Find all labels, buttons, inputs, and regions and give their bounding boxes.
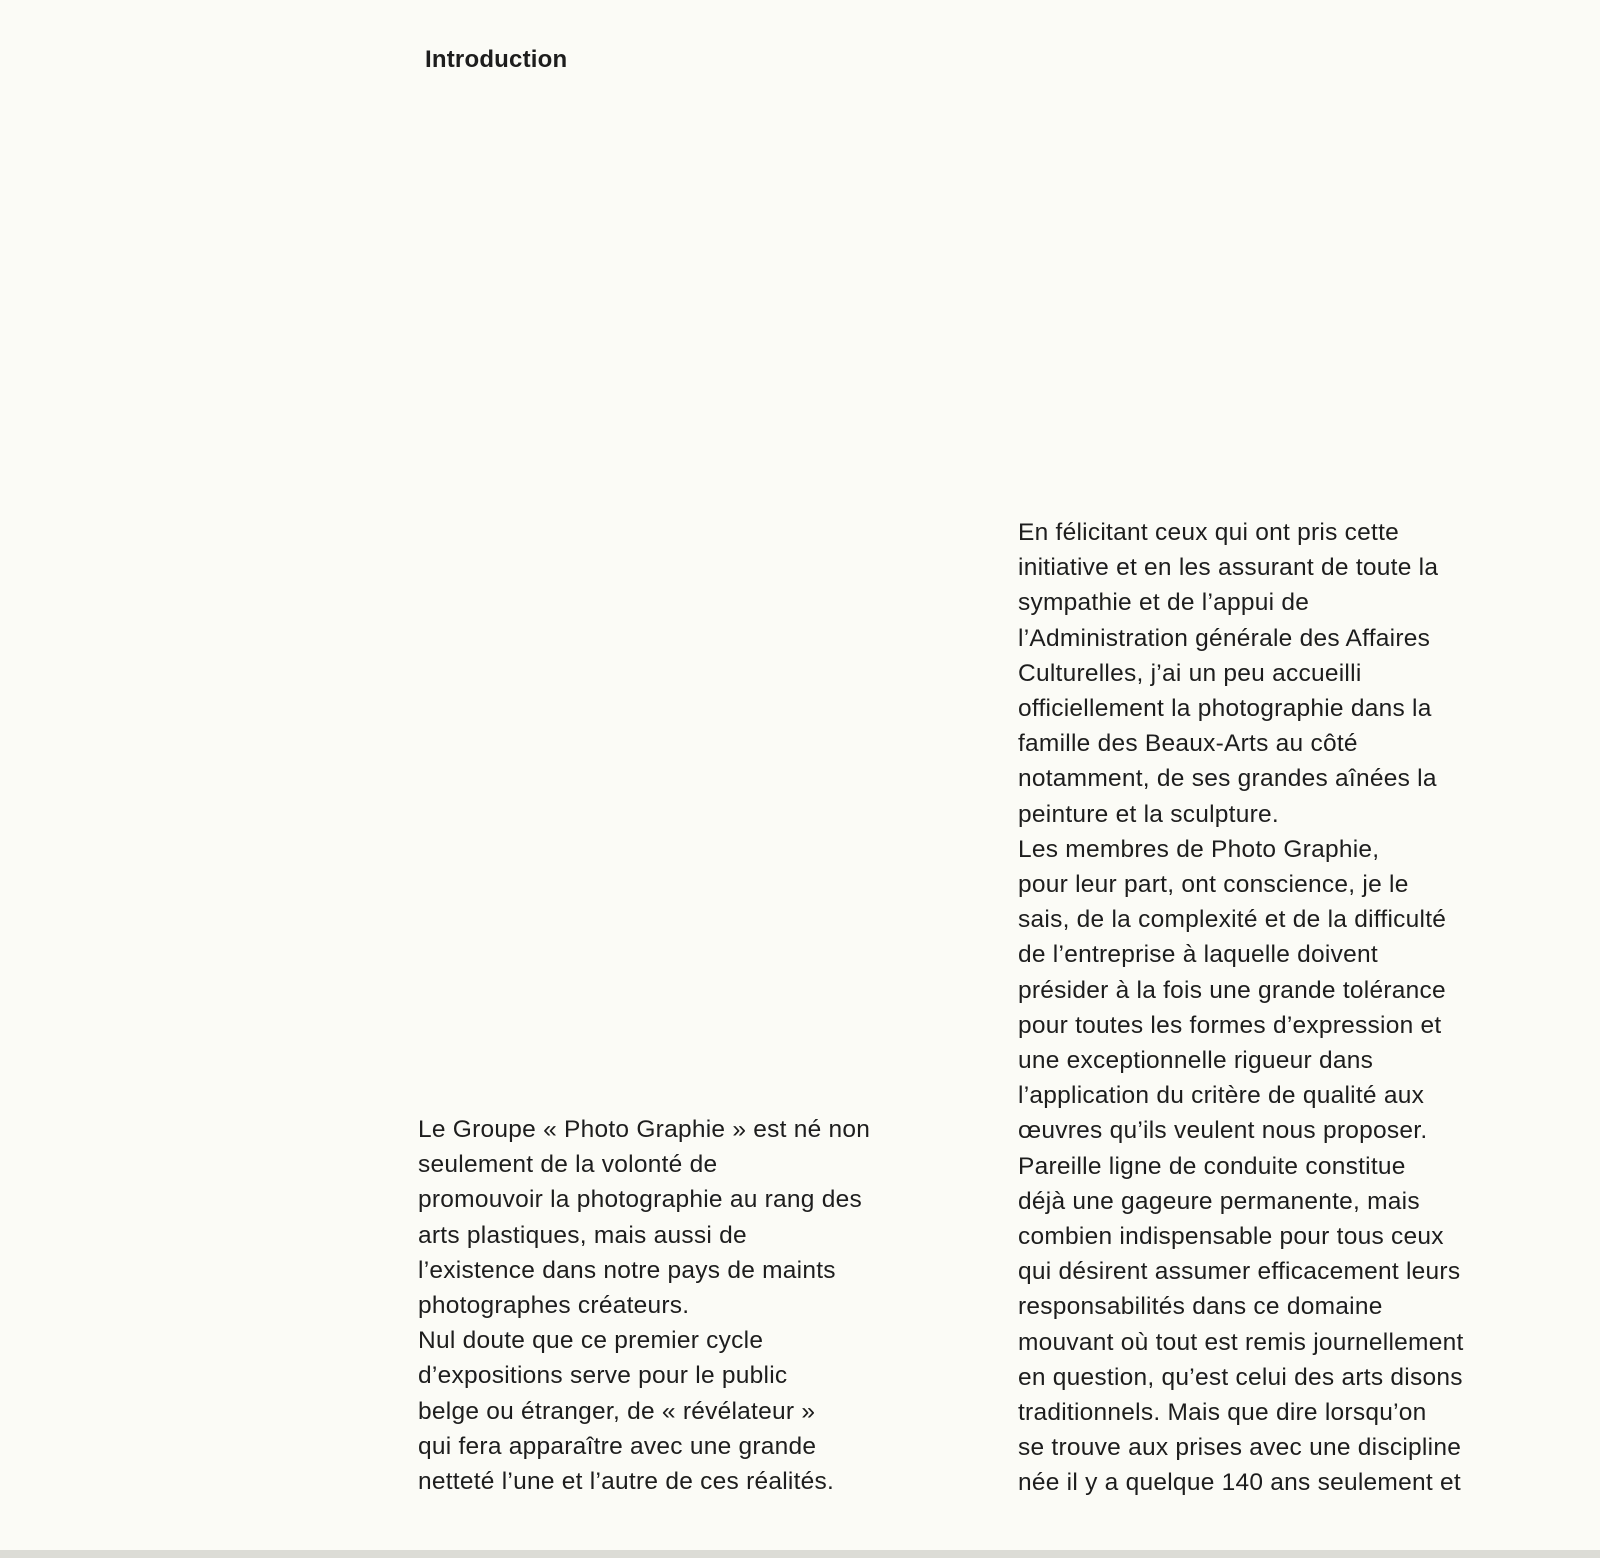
text-line: promouvoir la photographie au rang des [418, 1186, 862, 1214]
text-line: combien indispensable pour tous ceux [1018, 1223, 1444, 1251]
text-line: œuvres qu’ils veulent nous proposer. [1018, 1117, 1428, 1145]
text-line: une exceptionnelle rigueur dans [1018, 1047, 1374, 1075]
text-line: qui fera apparaître avec une grande [418, 1432, 817, 1460]
text-line: seulement de la volonté de [418, 1151, 718, 1179]
text-line: notamment, de ses grandes aînées la [1018, 765, 1437, 793]
text-line: initiative et en les assurant de toute la [1018, 554, 1439, 582]
text-line: pour toutes les formes d’expression et [1018, 1011, 1442, 1039]
text-line: qui désirent assumer efficacement leurs [1018, 1258, 1461, 1286]
text-line: Culturelles, j’ai un peu accueilli [1018, 659, 1362, 687]
text-line: peinture et la sculpture. [1018, 800, 1279, 828]
text-line: photographes créateurs. [418, 1292, 690, 1320]
text-line: Pareille ligne de conduite constitue [1018, 1152, 1406, 1180]
text-line: famille des Beaux-Arts au côté [1018, 730, 1358, 758]
text-line: pour leur part, ont conscience, je le [1018, 871, 1409, 899]
text-line: se trouve aux prises avec une discipline [1018, 1434, 1462, 1462]
text-line: responsabilités dans ce domaine [1018, 1293, 1383, 1321]
text-line: Nul doute que ce premier cycle [418, 1327, 764, 1355]
text-line: En félicitant ceux qui ont pris cette [1018, 519, 1400, 546]
text-line: sais, de la complexité et de la difficulté [1018, 906, 1447, 934]
left-text-column [418, 1112, 870, 1499]
page-heading: Introduction [425, 46, 568, 73]
text-line: l’application du critère de qualité aux [1018, 1082, 1425, 1110]
text-line: officiellement la photographie dans la [1018, 695, 1432, 723]
text-line: Les membres de Photo Graphie, [1018, 835, 1380, 863]
text-line: traditionnels. Mais que dire lorsqu’on [1018, 1399, 1427, 1427]
text-line: netteté l’une et l’autre de ces réalités. [418, 1468, 835, 1496]
text-line: sympathie et de l’appui de [1018, 589, 1310, 617]
text-line: belge ou étranger, de « révélateur » [418, 1397, 816, 1425]
text-line: présider à la fois une grande tolérance [1018, 976, 1446, 1004]
text-line: de l’entreprise à laquelle doivent [1018, 941, 1378, 969]
text-line: l’Administration générale des Affaires [1018, 624, 1431, 652]
text-line: arts plastiques, mais aussi de [418, 1221, 747, 1249]
text-line: née il y a quelque 140 ans seulement et [1018, 1469, 1461, 1497]
text-line: Le Groupe « Photo Graphie » est né non [418, 1116, 871, 1143]
text-line: l’existence dans notre pays de maints [418, 1256, 836, 1284]
right-text-column [1018, 515, 1464, 1501]
text-line: mouvant où tout est remis journellement [1018, 1328, 1464, 1356]
page-bottom-edge [0, 1550, 1600, 1558]
text-line: d’expositions serve pour le public [418, 1362, 788, 1390]
text-line: déjà une gageure permanente, mais [1018, 1187, 1420, 1215]
text-line: en question, qu’est celui des arts disons [1018, 1363, 1463, 1391]
